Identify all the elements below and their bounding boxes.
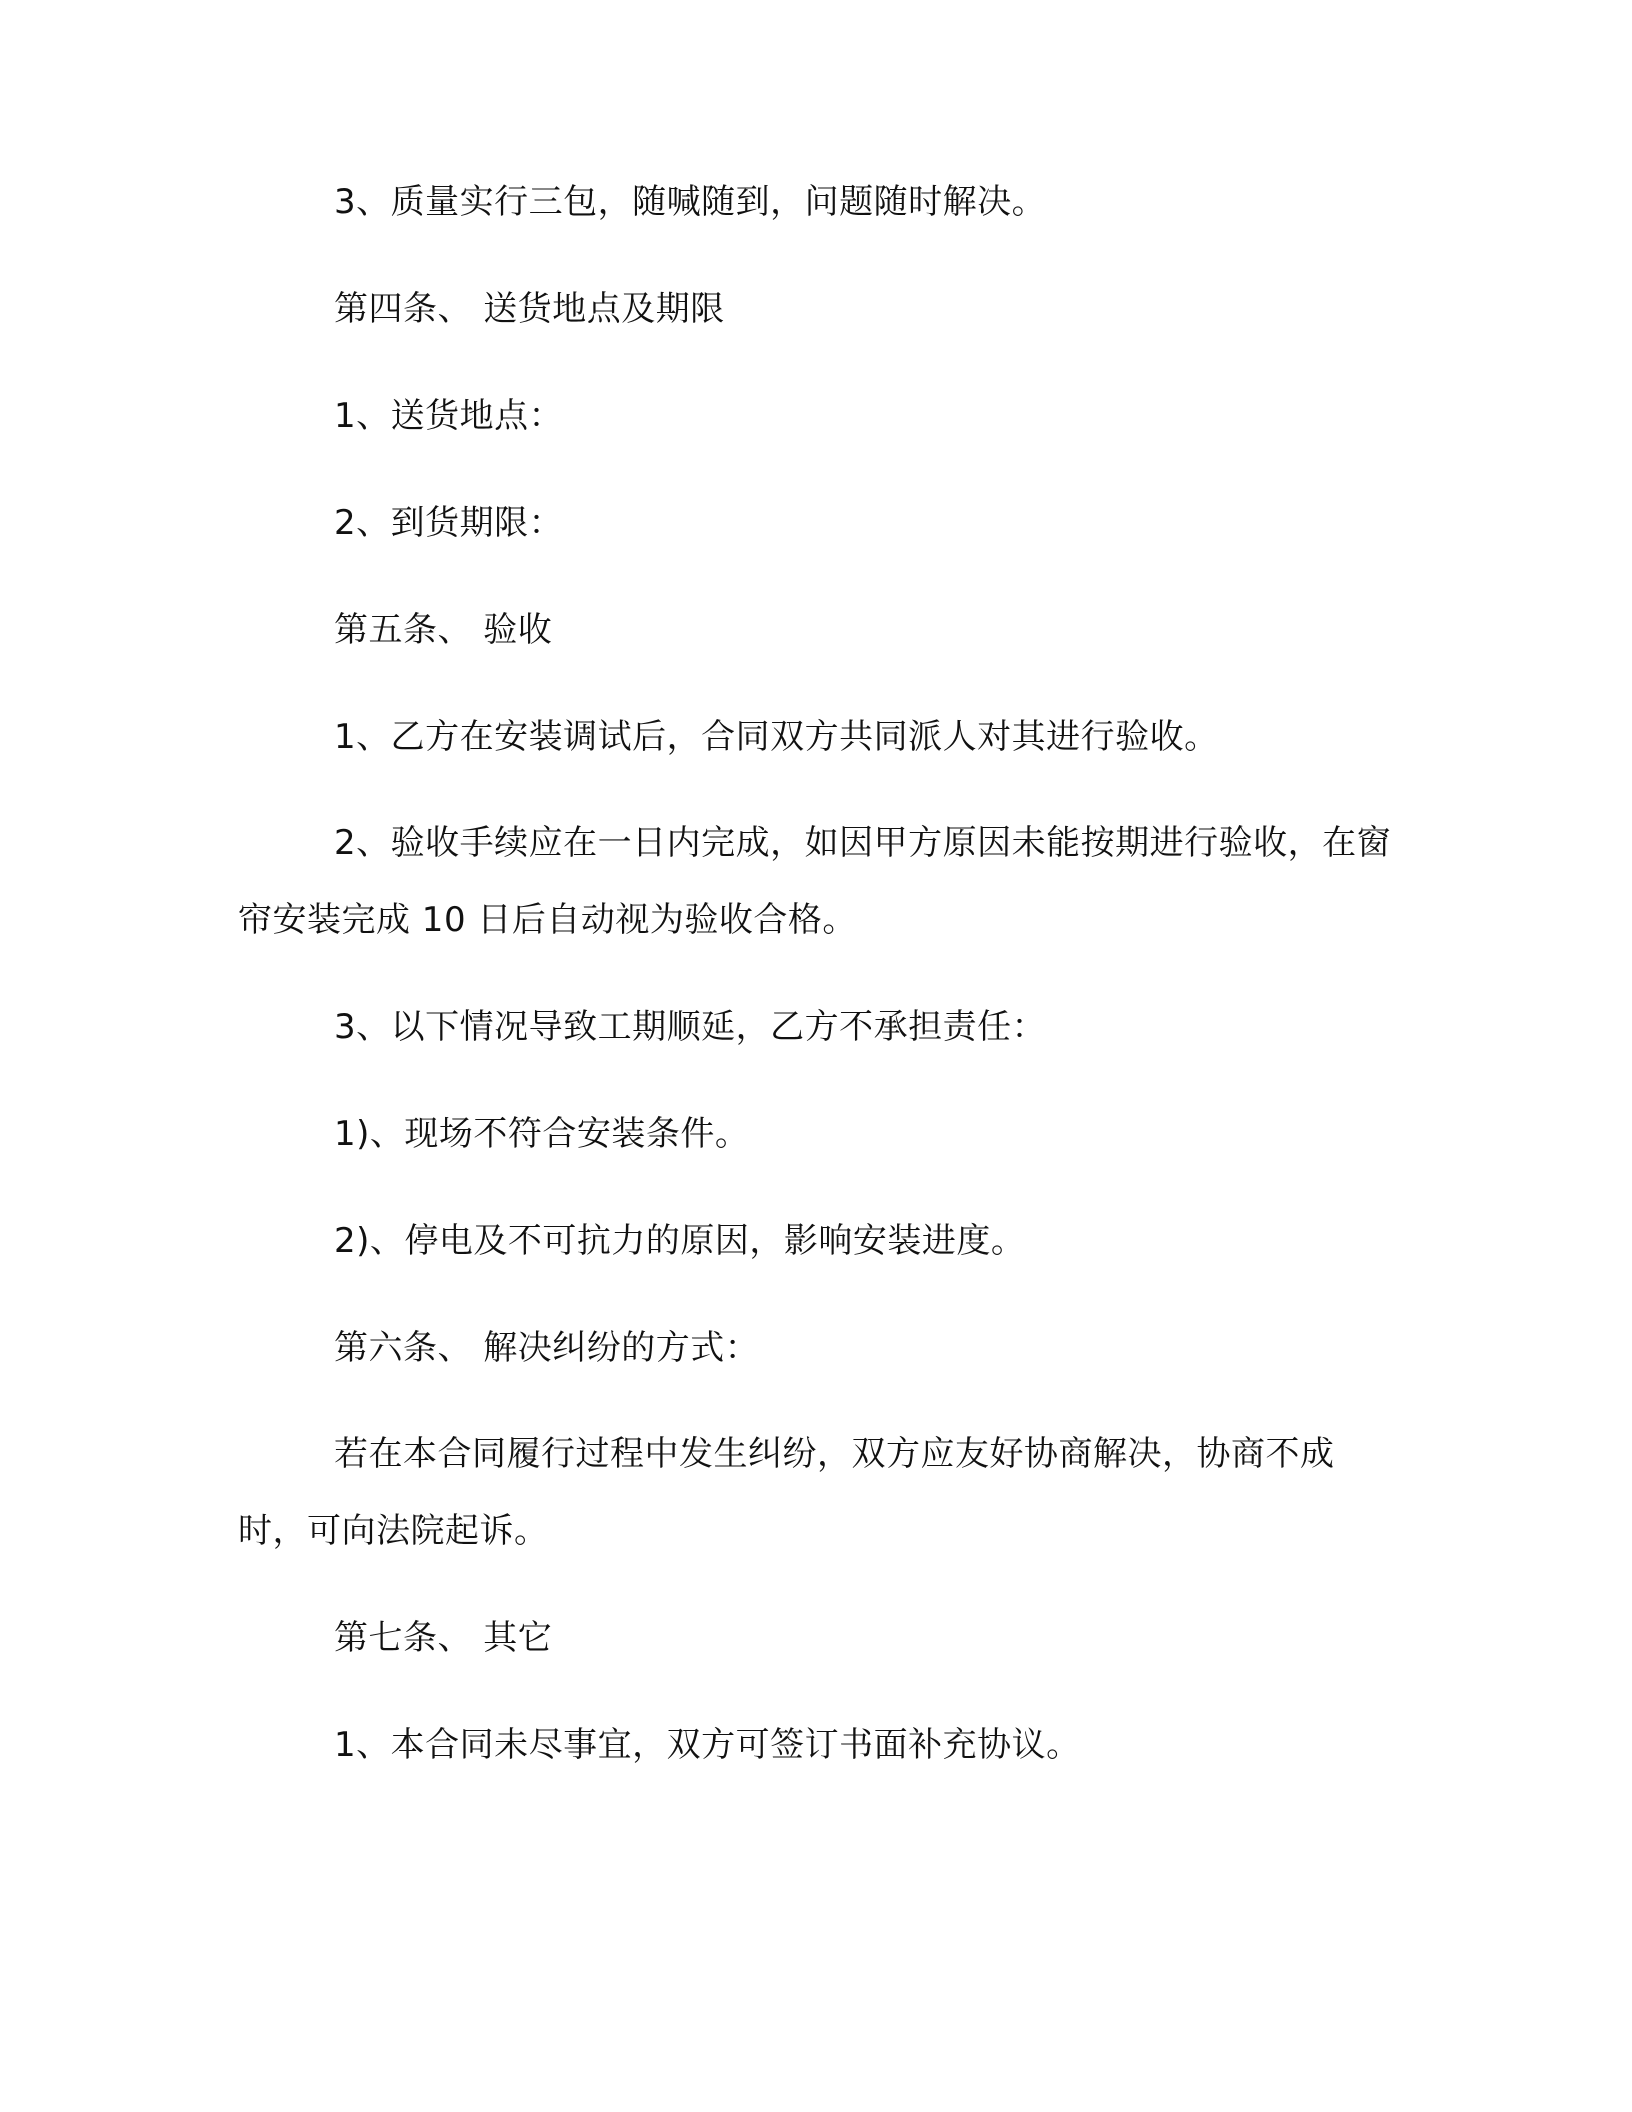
heading-article-6: 第六条、 解决纠纷的方式： — [334, 1328, 760, 1368]
paragraph-condition-2: 2)、停电及不可抗力的原因，影响安装进度。 — [334, 1221, 1026, 1261]
paragraph-acceptance-2: 2、验收手续应在一日内完成，如因甲方原因未能按期进行验收，在窗帘安装完成 10 日后自动视为验收合格。 — [238, 823, 1392, 940]
paragraph-other-1: 1、本合同未尽事宜，双方可签订书面补充协议。 — [334, 1725, 1081, 1765]
paragraph-acceptance-3: 3、以下情况导致工期顺延，乙方不承担责任： — [334, 1007, 1047, 1047]
paragraph-delivery-location: 1、送货地点： — [334, 396, 564, 436]
document-body — [238, 182, 1398, 1832]
paragraph-acceptance-1: 1、乙方在安装调试后，合同双方共同派人对其进行验收。 — [334, 717, 1219, 757]
heading-article-4: 第四条、 送货地点及期限 — [334, 289, 725, 329]
paragraph-delivery-deadline: 2、到货期限： — [334, 503, 564, 543]
paragraph-dispute-resolution: 若在本合同履行过程中发生纠纷，双方应友好协商解决，协商不成时，可向法院起诉。 — [238, 1434, 1335, 1551]
paragraph-condition-1: 1)、现场不符合安装条件。 — [334, 1114, 750, 1154]
heading-article-7: 第七条、 其它 — [334, 1618, 553, 1658]
paragraph-quality-guarantee: 3、质量实行三包，随喊随到，问题随时解决。 — [334, 182, 1047, 222]
heading-article-5: 第五条、 验收 — [334, 610, 553, 650]
